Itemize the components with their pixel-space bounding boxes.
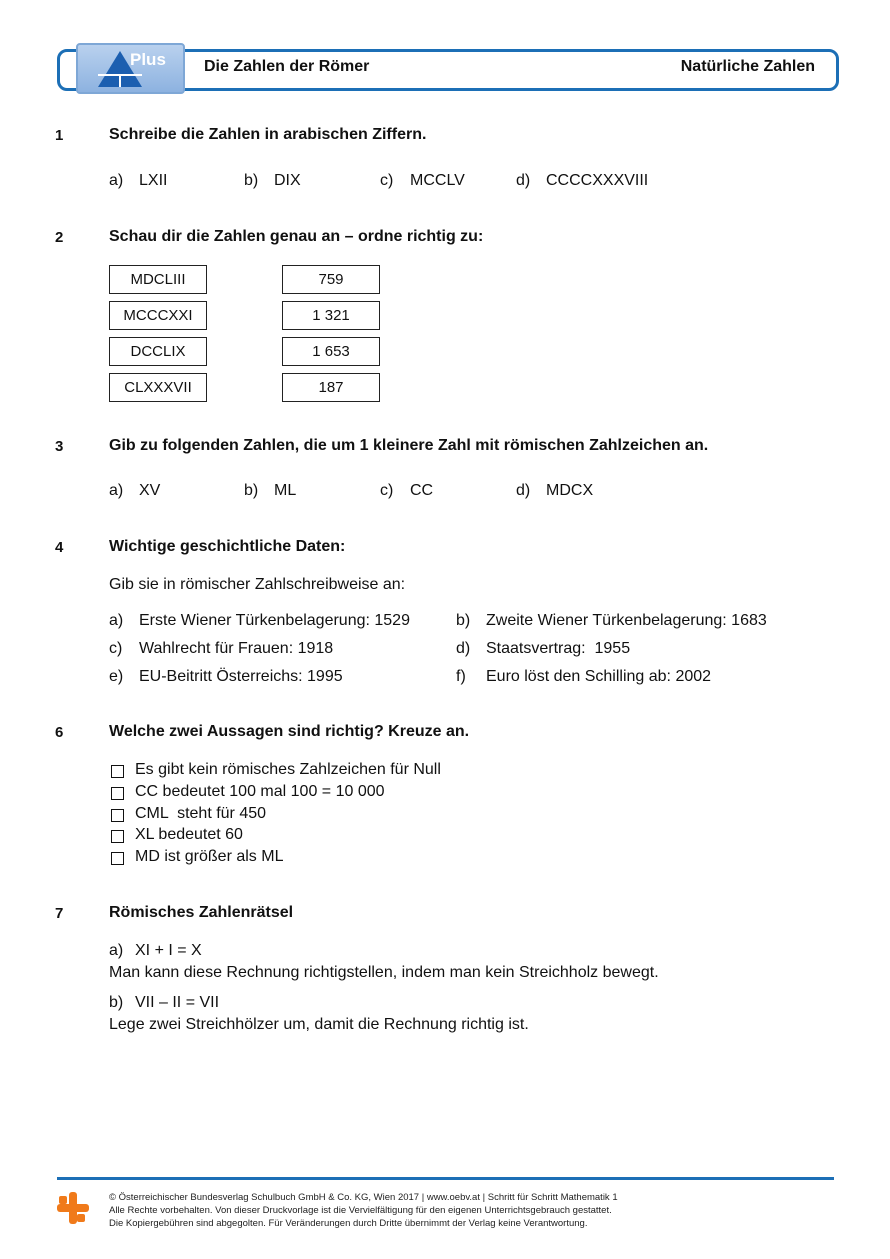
item-text: Euro löst den Schilling ab: 2002: [486, 668, 712, 685]
item-label: d): [516, 172, 531, 189]
option-text: CML steht für 450: [135, 805, 267, 822]
task-number: 6: [55, 724, 64, 741]
item-text: CCCCXXXVIII: [546, 172, 649, 189]
task-instruction: Gib sie in römischer Zahlschreibweise an:: [109, 576, 406, 593]
item-text: CC: [410, 482, 434, 499]
task-number: 4: [55, 539, 64, 556]
item-text: ML: [274, 482, 297, 499]
item-label: a): [109, 612, 124, 629]
item-label: d): [516, 482, 531, 499]
checkbox[interactable]: [111, 765, 124, 778]
task-title: Römisches Zahlenrätsel: [109, 904, 294, 921]
item-text: XV: [139, 482, 161, 499]
option-text: Es gibt kein römisches Zahlzeichen für Null: [135, 761, 441, 778]
item-text: Erste Wiener Türkenbelagerung: 1529: [139, 612, 410, 629]
riddle-text: Lege zwei Streichhölzer um, damit die Rechnung richtig ist.: [109, 1016, 529, 1033]
footer-divider: [57, 1177, 834, 1180]
arabic-box[interactable]: 1 653: [282, 337, 380, 366]
item-text: DIX: [274, 172, 301, 189]
publisher-logo-icon: [55, 1190, 91, 1226]
item-label: f): [456, 668, 466, 685]
item-text: MDCX: [546, 482, 594, 499]
checkbox[interactable]: [111, 852, 124, 865]
item-text: Zweite Wiener Türkenbelagerung: 1683: [486, 612, 767, 629]
checkbox[interactable]: [111, 809, 124, 822]
checkbox[interactable]: [111, 830, 124, 843]
option-text: MD ist größer als ML: [135, 848, 284, 865]
equation: VII – II = VII: [135, 994, 220, 1011]
item-label: d): [456, 640, 471, 657]
logo-text: Plus: [130, 50, 166, 69]
item-label: a): [109, 172, 124, 189]
item-label: b): [244, 172, 259, 189]
arabic-box[interactable]: 759: [282, 265, 380, 294]
roman-box[interactable]: MCCCXXI: [109, 301, 207, 330]
page-topic: Natürliche Zahlen: [680, 58, 815, 75]
item-label: b): [109, 994, 124, 1011]
item-label: c): [380, 482, 394, 499]
task-title: Wichtige geschichtliche Daten:: [109, 538, 346, 555]
task-number: 1: [55, 127, 64, 144]
task-number: 7: [55, 905, 64, 922]
footer-copyright: © Österreichischer Bundesverlag Schulbuch GmbH & Co. KG, Wien 2017 | www.oebv.at | Schritt für Schritt Mathematik 1: [109, 1192, 618, 1203]
roman-box[interactable]: DCCLIX: [109, 337, 207, 366]
roman-box[interactable]: CLXXXVII: [109, 373, 207, 402]
option-text: CC bedeutet 100 mal 100 = 10 000: [135, 783, 385, 800]
task-number: 3: [55, 438, 64, 455]
item-text: Wahlrecht für Frauen: 1918: [139, 640, 334, 657]
option-text: XL bedeutet 60: [135, 826, 243, 843]
page-title: Die Zahlen der Römer: [204, 58, 370, 75]
item-text: LXII: [139, 172, 168, 189]
task-title: Welche zwei Aussagen sind richtig? Kreuze an.: [109, 723, 470, 740]
item-label: c): [109, 640, 123, 657]
item-label: a): [109, 482, 124, 499]
item-text: MCCLV: [410, 172, 465, 189]
riddle-text: Man kann diese Rechnung richtigstellen, indem man kein Streichholz bewegt.: [109, 964, 659, 981]
item-label: b): [456, 612, 471, 629]
footer-disclaimer: Die Kopiergebühren sind abgegolten. Für Veränderungen durch Dritte übernimmt der Verlag keine Verantwortung.: [109, 1218, 588, 1229]
task-title: Gib zu folgenden Zahlen, die um 1 kleinere Zahl mit römischen Zahlzeichen an.: [109, 437, 709, 454]
item-text: EU-Beitritt Österreichs: 1995: [139, 668, 343, 685]
item-text: Staatsvertrag: 1955: [486, 640, 631, 657]
equation: XI + I = X: [135, 942, 202, 959]
roman-box[interactable]: MDCLIII: [109, 265, 207, 294]
arabic-box[interactable]: 187: [282, 373, 380, 402]
task-number: 2: [55, 229, 64, 246]
item-label: b): [244, 482, 259, 499]
arabic-box[interactable]: 1 321: [282, 301, 380, 330]
item-label: c): [380, 172, 394, 189]
item-label: e): [109, 668, 124, 685]
checkbox[interactable]: [111, 787, 124, 800]
task-title: Schau dir die Zahlen genau an – ordne richtig zu:: [109, 228, 484, 245]
item-label: a): [109, 942, 124, 959]
task-title: Schreibe die Zahlen in arabischen Ziffern.: [109, 126, 427, 143]
footer-rights: Alle Rechte vorbehalten. Von dieser Druckvorlage ist die Vervielfältigung für den eigenen Unterrichtsgebrauch gestattet.: [109, 1205, 612, 1216]
